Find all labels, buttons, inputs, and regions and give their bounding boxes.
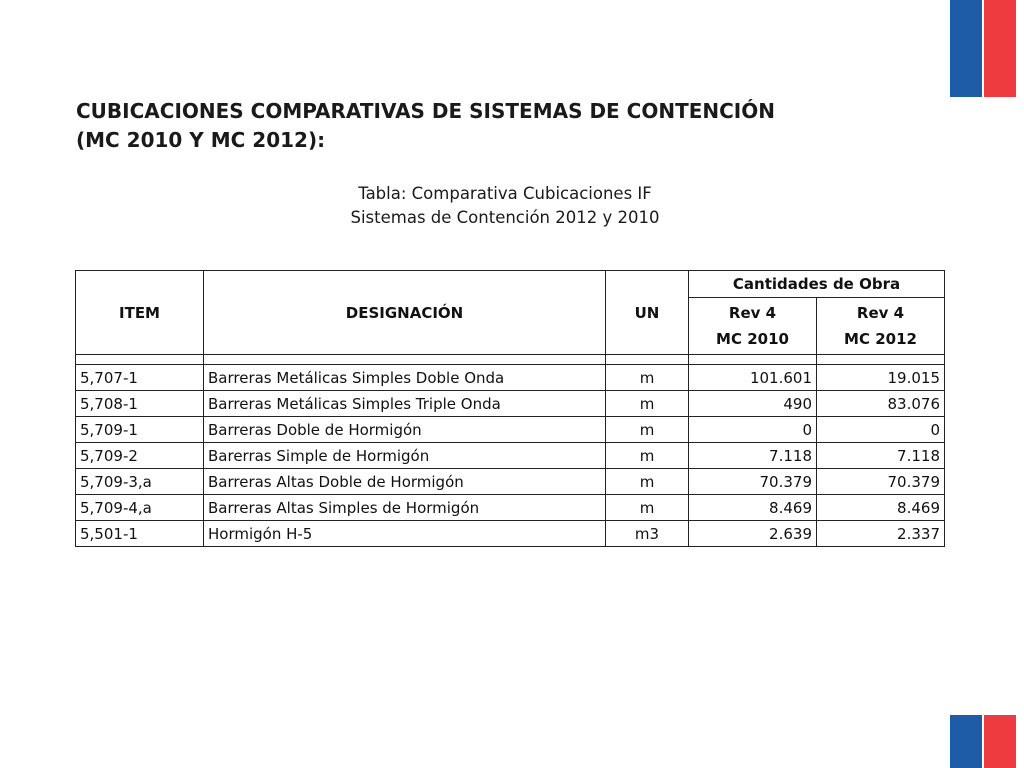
header-mc2012 [817,298,945,355]
header-un: UN [606,271,689,355]
cell-designacion: Barreras Metálicas Simples Doble Onda [204,365,606,391]
cell-mc2010: 490 [689,391,817,417]
cell-un: m [606,443,689,469]
table-row [76,443,945,469]
header-designacion: DESIGNACIÓN [204,271,606,355]
cell-mc2010: 101.601 [689,365,817,391]
cell-mc2012: 7.118 [817,443,945,469]
cell-designacion: Hormigón H-5 [204,521,606,547]
cell-mc2010: 7.118 [689,443,817,469]
cell-un: m [606,495,689,521]
header-mc2010-line2: MC 2010 [716,330,789,348]
cell-designacion: Barerras Simple de Hormigón [204,443,606,469]
table-row [76,417,945,443]
header-mc2010 [689,298,817,355]
table-caption-line1: Tabla: Comparativa Cubicaciones IF [358,184,652,203]
cubicaciones-table [75,270,945,547]
cell-mc2012: 70.379 [817,469,945,495]
cell-item: 5,708-1 [76,391,204,417]
slide-title [76,97,916,155]
cell-item: 5,707-1 [76,365,204,391]
table-row [76,521,945,547]
table-row [76,469,945,495]
cell-item: 5,709-3,a [76,469,204,495]
header-mc2012-line2: MC 2012 [844,330,917,348]
cell-un: m [606,391,689,417]
cell-item: 5,709-4,a [76,495,204,521]
flag-decoration-bottom [950,715,1016,768]
table-row [76,365,945,391]
cell-mc2012: 8.469 [817,495,945,521]
flag-blue-stripe [950,715,982,768]
header-mc2010-line1: Rev 4 [728,304,777,322]
slide-title-line2: (MC 2010 Y MC 2012): [76,128,326,152]
cell-item: 5,709-1 [76,417,204,443]
cell-designacion: Barreras Altas Doble de Hormigón [204,469,606,495]
table-caption-line2: Sistemas de Contención 2012 y 2010 [350,208,660,227]
header-mc2012-line1: Rev 4 [856,304,905,322]
cell-designacion: Barreras Metálicas Simples Triple Onda [204,391,606,417]
cell-un: m3 [606,521,689,547]
cell-designacion: Barreras Altas Simples de Hormigón [204,495,606,521]
cell-un: m [606,417,689,443]
cell-mc2010: 70.379 [689,469,817,495]
header-item: ITEM [76,271,204,355]
cell-mc2012: 0 [817,417,945,443]
flag-blue-stripe [950,0,982,97]
flag-red-stripe [984,715,1016,768]
cell-mc2010: 2.639 [689,521,817,547]
cell-mc2010: 0 [689,417,817,443]
cell-mc2010: 8.469 [689,495,817,521]
flag-decoration-top [950,0,1016,97]
header-cantidades-de-obra: Cantidades de Obra [689,271,945,298]
table-row [76,391,945,417]
cell-item: 5,501-1 [76,521,204,547]
cell-mc2012: 83.076 [817,391,945,417]
table-row [76,495,945,521]
cell-mc2012: 19.015 [817,365,945,391]
cell-designacion: Barreras Doble de Hormigón [204,417,606,443]
cell-un: m [606,365,689,391]
cell-un: m [606,469,689,495]
slide-title-line1: CUBICACIONES COMPARATIVAS DE SISTEMAS DE CONTENCIÓN [76,99,775,123]
cell-mc2012: 2.337 [817,521,945,547]
flag-red-stripe [984,0,1016,97]
cell-item: 5,709-2 [76,443,204,469]
